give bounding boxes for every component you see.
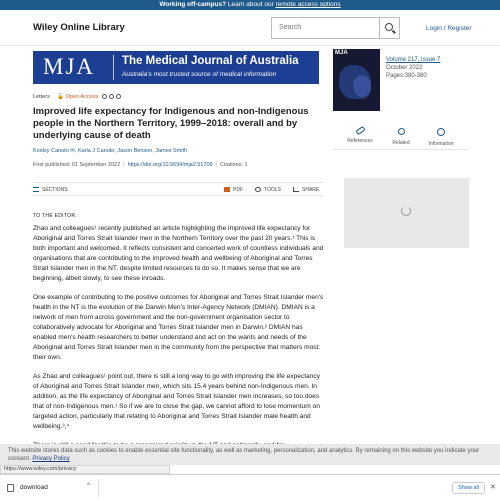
search-icon	[385, 23, 393, 31]
divider: |	[215, 162, 218, 168]
by-icon	[109, 94, 114, 99]
banner-logo: MJA	[43, 54, 96, 79]
search-input[interactable]	[271, 17, 380, 39]
issue-info	[386, 56, 440, 80]
issue-pages: Pages 380-380	[386, 73, 427, 79]
article-toolbar	[33, 182, 323, 196]
tab-references[interactable]	[340, 128, 380, 144]
paragraph-2: One example of contributing to the positive outcomes for Aboriginal and Torres Strait Islander men's health in the NT is the evolution of the Darwin Men's Inter-Agency Network (DMIAN). DMIAN is a network of men from across government and the non-government organisation sector to collaboratively advocate for Aboriginal and Torres Strait Islander men in Darwin.² DMIAN has enabled men's health researchers to better understand and act on the wants and needs of the Aboriginal and Torres Strait Islander men in the community from the perspective that matters most: their own.	[33, 294, 324, 361]
article-title: Improved life expectancy for Indigenous and non-Indigenous people in the Northern Territory, 1999–2018: overall and by underlying cause of death	[33, 106, 309, 141]
cookie-text: This website stores data such as cookies to enable essential site functionality, as well as marketing, personalization, and analytics. By remaining on this website you indicate your consent.	[8, 448, 480, 462]
journal-cover[interactable]	[333, 49, 380, 111]
remote-access-link[interactable]: remote access options	[275, 1, 341, 8]
journal-banner[interactable]	[33, 51, 319, 84]
side-tabs	[333, 122, 469, 150]
issue-date: October 2022	[386, 65, 423, 71]
close-icon[interactable]: ✕	[490, 484, 496, 491]
article-body	[33, 211, 325, 460]
ad-placeholder	[344, 178, 469, 248]
pdf-button[interactable]	[224, 187, 243, 193]
publication-info	[33, 162, 248, 168]
file-icon	[7, 484, 14, 492]
share-icon	[293, 187, 299, 192]
link-icon	[355, 126, 365, 135]
search-placeholder: Search	[279, 24, 302, 31]
wrench-icon	[255, 187, 261, 192]
open-access-label: Open Access	[65, 94, 99, 100]
banner-divider	[113, 55, 114, 80]
sections-icon	[33, 187, 39, 192]
citations-count[interactable]: Citations: 1	[220, 162, 248, 168]
related-label: Related	[392, 140, 410, 146]
pdf-icon	[224, 187, 230, 192]
to-editor-label: TO THE EDITOR:	[33, 213, 77, 219]
tools-button[interactable]	[255, 187, 281, 193]
download-item[interactable]: download	[20, 484, 48, 491]
chevron-up-icon[interactable]: ^	[87, 483, 90, 489]
remote-access-text: Learn about our	[226, 1, 276, 8]
link-status-bar: https://www.wiley.com/privacy	[0, 465, 170, 474]
wiley-logo[interactable]: Wiley Online Library	[33, 22, 125, 33]
downloads-bar	[0, 474, 500, 500]
open-access-badge: 🔓 Open Access	[57, 94, 99, 100]
tab-information[interactable]	[421, 128, 461, 147]
cookie-banner	[0, 444, 500, 465]
loading-spinner-icon	[401, 206, 411, 216]
cc-icon	[102, 94, 107, 99]
site-header	[0, 10, 500, 46]
issue-link[interactable]: Volume 217, Issue 7	[386, 57, 441, 63]
article-type[interactable]: Letters	[33, 94, 50, 100]
divider	[98, 479, 99, 497]
cover-logo: MJA	[335, 50, 348, 56]
author-list[interactable]: Koolsy Canuto ✉, Karla J Canuto, Jason Bonson, James Smith	[33, 148, 188, 154]
show-all-button[interactable]: Show all	[452, 482, 485, 494]
banner-title: The Medical Journal of Australia	[122, 55, 299, 67]
network-icon	[398, 128, 405, 135]
tools-label: TOOLS	[264, 187, 281, 193]
privacy-policy-link[interactable]: Privacy Policy	[32, 456, 70, 462]
doi-link[interactable]: https://doi.org/10.5694/mja2.51709	[127, 162, 213, 168]
share-label: SHARE	[302, 187, 320, 193]
tab-related[interactable]	[381, 128, 421, 146]
paragraph-1: Zhao and colleagues¹ recently published an article highlighting the improved life expectancy for Aboriginal and Torres Strait Islander men in the Northern Territory over the past 20 years.¹ This is both important and welcomed. It reflects consistent and concerted work of countless individuals and organisations that are contributing to the improved health and wellbeing of Aboriginal and Torres Strait Islander men in the NT, despite limited resources to do so. It makes sense that we are beginning, albeit slowly, to see these inroads.	[33, 225, 324, 282]
published-label: First published:	[33, 162, 72, 168]
sections-label: SECTIONS	[42, 187, 68, 193]
share-button[interactable]	[293, 187, 319, 193]
login-register-link[interactable]: Login / Register	[426, 25, 472, 32]
remote-access-bar	[0, 0, 500, 10]
nc-icon	[116, 94, 121, 99]
info-icon	[437, 128, 445, 136]
divider: |	[123, 162, 125, 168]
search-button[interactable]	[380, 17, 400, 39]
cover-illustration-detail	[353, 75, 371, 97]
information-label: Information	[428, 141, 454, 147]
published-date: 01 September 2022	[71, 162, 121, 168]
off-campus-label: Working off-campus?	[159, 1, 227, 8]
article-meta	[33, 94, 121, 100]
banner-subtitle: Australia's most trusted source of medical information	[122, 71, 277, 78]
sections-button[interactable]	[33, 187, 68, 193]
pdf-label: PDF	[233, 187, 243, 193]
paragraph-3: As Zhao and colleagues¹ point out, there is still a long way to go with improving the life expectancy of Aboriginal and Torres Strait Islander men, which sits 15.4 years behind non-Indigenous men. In addition, as the life expectancy of Aboriginal and Torres Strait Islander men increases, so too does that of non-Indigenous men.¹ So if we are to close the gap, we cannot afford to lose momentum on targeted action, particularly that relating to Aboriginal and Torres Strait Islander male health and wellbeing.³,⁴	[33, 373, 320, 430]
references-label: References	[347, 138, 373, 144]
